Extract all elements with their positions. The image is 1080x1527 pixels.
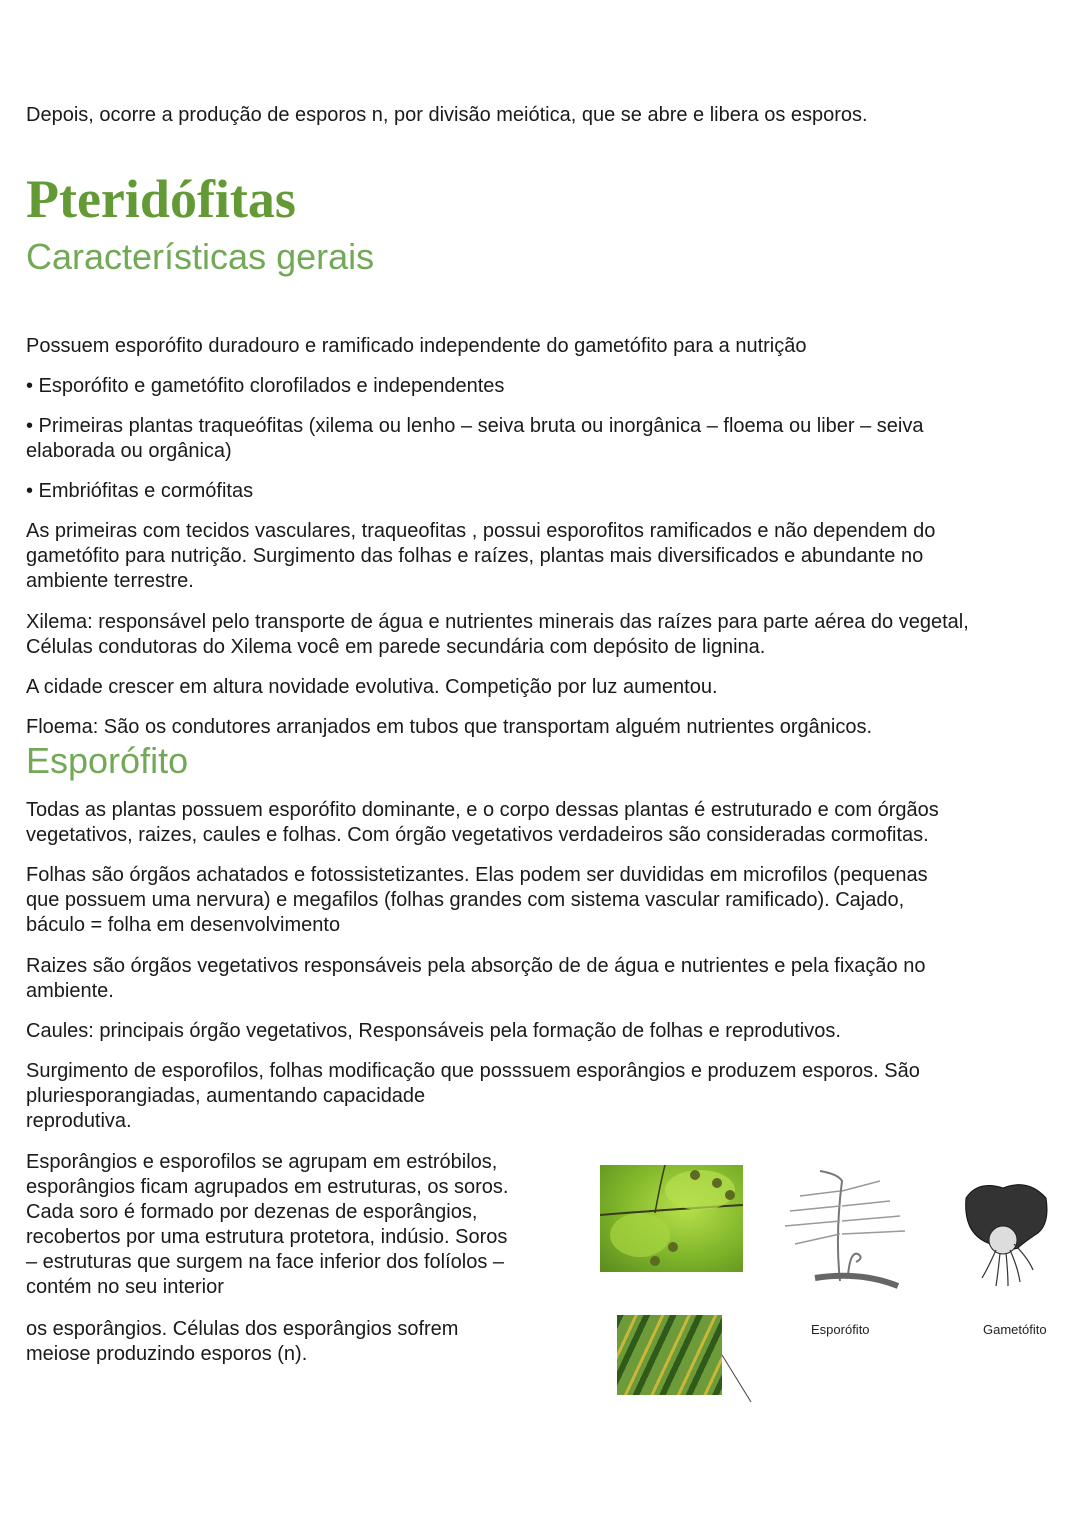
paragraph bbox=[26, 334, 807, 359]
gametophyte-caption: Gametófito bbox=[983, 1322, 1047, 1337]
text-line: pluriesporangiadas, aumentando capacidade bbox=[26, 1085, 426, 1107]
paragraph bbox=[26, 479, 253, 504]
paragraph bbox=[26, 954, 925, 1004]
text-line: A cidade crescer em altura novidade evolutiva. Competição por luz aumentou. bbox=[26, 676, 718, 698]
pointer-line bbox=[720, 1352, 755, 1407]
text-line: • Embriófitas e cormófitas bbox=[26, 480, 254, 502]
text-line: Folhas são órgãos achatados e fotossistetizantes. Elas podem ser duvididas em microfilos (pequenas bbox=[26, 864, 928, 886]
text-line: ambiente terrestre. bbox=[26, 570, 194, 592]
leaf-veins-illustration bbox=[600, 1165, 743, 1272]
text-line: Floema: São os condutores arranjados em tubos que transportam alguém nutrientes orgânicos. bbox=[26, 716, 873, 738]
sporophyte-drawing bbox=[780, 1166, 908, 1294]
paragraph bbox=[26, 715, 872, 740]
paragraph bbox=[26, 675, 718, 700]
paragraph bbox=[26, 414, 924, 464]
text-line: Esporângios e esporofilos se agrupam em estróbilos, bbox=[26, 1151, 498, 1173]
text-line: Raizes são órgãos vegetativos responsáveis pela absorção de de água e nutrientes e pela fixação no bbox=[26, 955, 926, 977]
paragraph bbox=[26, 374, 504, 399]
text-line: meiose produzindo esporos (n). bbox=[26, 1343, 308, 1365]
text-line: báculo = folha em desenvolvimento bbox=[26, 914, 341, 936]
text-line: • Primeiras plantas traqueófitas (xilema ou lenho – seiva bruta ou inorgânica – floema ou liber – seiva bbox=[26, 415, 924, 437]
text-line: Caules: principais órgão vegetativos, Responsáveis pela formação de folhas e reprodutivos. bbox=[26, 1020, 841, 1042]
text-line: Depois, ocorre a produção de esporos n, por divisão meiótica, que se abre e libera os esporos. bbox=[26, 104, 868, 126]
text-line: vegetativos, raizes, caules e folhas. Com órgão vegetativos verdadeiros são consideradas cormofitas. bbox=[26, 824, 929, 846]
paragraph bbox=[26, 1059, 920, 1134]
paragraph bbox=[26, 1317, 458, 1367]
text-line: • Esporófito e gametófito clorofilados e independentes bbox=[26, 375, 505, 397]
paragraph bbox=[26, 798, 939, 848]
text-line: Todas as plantas possuem esporófito dominante, e o corpo dessas plantas é estruturado e com órgãos bbox=[26, 799, 939, 821]
text-line: Células condutoras do Xilema você em parede secundária com depósito de lignina. bbox=[26, 636, 766, 658]
paragraph bbox=[26, 1150, 508, 1300]
text-line: As primeiras com tecidos vasculares, traqueofitas , possui esporofitos ramificados e não dependem do bbox=[26, 520, 936, 542]
section-heading-general: Características gerais bbox=[26, 236, 375, 277]
text-line: reprodutiva. bbox=[26, 1110, 132, 1132]
paragraph bbox=[26, 519, 935, 594]
text-line: Possuem esporófito duradouro e ramificado independente do gametófito para a nutrição bbox=[26, 335, 807, 357]
text-line: gametófito para nutrição. Surgimento das folhas e raízes, plantas mais diversificados e abundante no bbox=[26, 545, 924, 567]
paragraph bbox=[26, 1019, 841, 1044]
section-heading-esporofito: Esporófito bbox=[26, 740, 189, 781]
fern-leaf-photo bbox=[600, 1165, 743, 1272]
text-line: recobertos por uma estrutura protetora, indúsio. Soros bbox=[26, 1226, 508, 1248]
intro-paragraph bbox=[26, 103, 868, 128]
text-line: ambiente. bbox=[26, 980, 114, 1002]
text-line: contém no seu interior bbox=[26, 1276, 224, 1298]
text-line: que possuem uma nervura) e megafilos (folhas grandes com sistema vascular ramificado). Cajado, bbox=[26, 889, 905, 911]
text-line: elaborada ou orgânica) bbox=[26, 440, 232, 462]
text-line: Cada soro é formado por dezenas de esporângios, bbox=[26, 1201, 478, 1223]
text-line: Xilema: responsável pelo transporte de água e nutrientes minerais das raízes para parte aérea do vegetal, bbox=[26, 611, 969, 633]
page-title: Pteridófitas bbox=[26, 169, 296, 229]
text-line: Surgimento de esporofilos, folhas modificação que posssuem esporângios e produzem esporos. São bbox=[26, 1060, 920, 1082]
text-line: – estruturas que surgem na face inferior dos folíolos – bbox=[26, 1251, 505, 1273]
text-line: esporângios ficam agrupados em estruturas, os soros. bbox=[26, 1176, 509, 1198]
sporophyte-caption: Esporófito bbox=[811, 1322, 870, 1337]
text-line: os esporângios. Células dos esporângios sofrem bbox=[26, 1318, 459, 1340]
paragraph bbox=[26, 863, 928, 938]
sori-photo bbox=[617, 1315, 722, 1395]
paragraph bbox=[26, 610, 969, 660]
gametophyte-drawing bbox=[958, 1178, 1050, 1290]
